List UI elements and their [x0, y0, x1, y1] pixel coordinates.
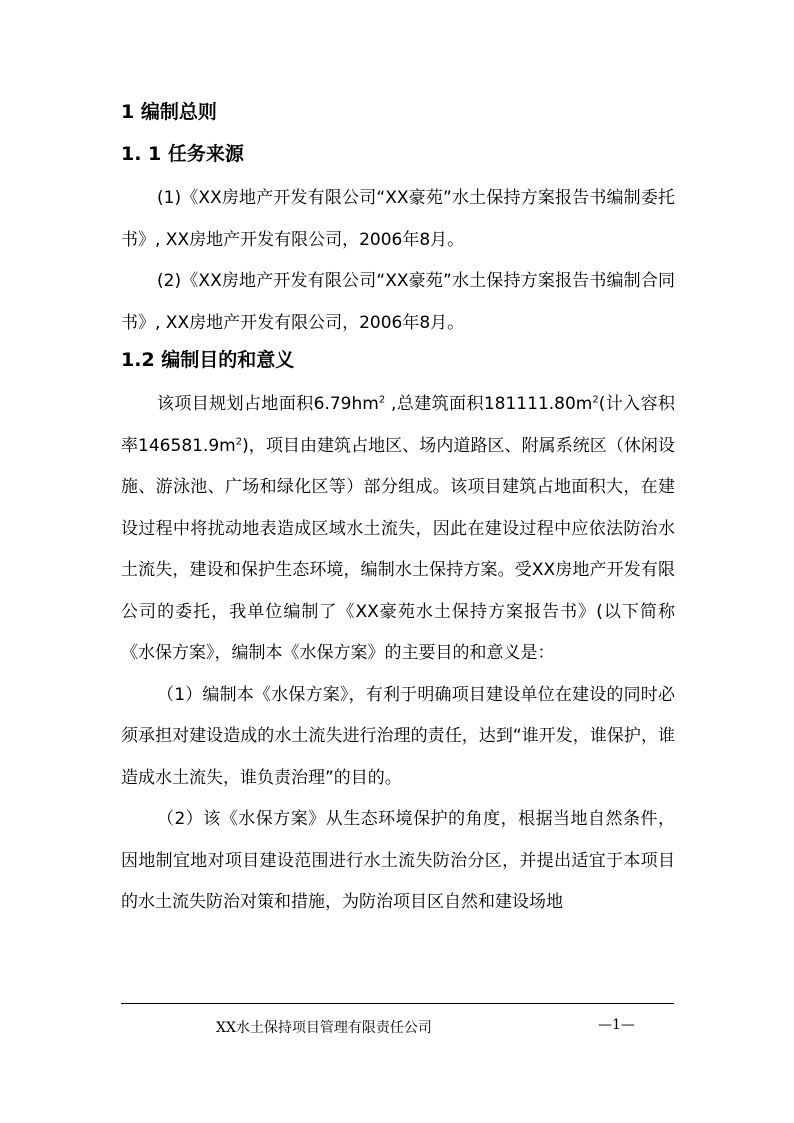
- footer-company-name: XX水土保持项目管理有限责任公司: [216, 1020, 432, 1036]
- intro-text-1: 该项目规划占地面积6.79hm: [157, 394, 379, 414]
- page-footer: [0, 1017, 794, 1039]
- page-body: [121, 100, 675, 924]
- superscript-2: 2: [378, 394, 386, 406]
- intro-text-4: )，项目由建筑占地区、场内道路区、附属系统区（休闲设施、游泳池、广场和绿化区等）部分组成。该项目建筑占地面积大，在建设过程中将扰动地表造成区域水土流失，因此在建设过程中应依法防治水土流失，建设和保护生态环境，编制水土保持方案。受XX房地产开发有限公司的委托，我单位编制了《XX豪苑水土保持方案报告书》(以下简称《水保方案》，编制本《水保方案》的主要目的和意义是：: [121, 435, 675, 663]
- section-heading-task-source: 1. 1 任务来源: [121, 143, 244, 165]
- page-number: —1—: [598, 1017, 635, 1033]
- task-source-item-2: (2)《XX房地产开发有限公司“XX豪苑”水土保持方案报告书编制合同书》, XX房地产开发有限公司，2006年8月。: [121, 271, 675, 333]
- purpose-point-1: （1）编制本《水保方案》，有利于明确项目建设单位在建设的同时必须承担对建设造成的水土流失进行治理的责任，达到“谁开发，谁保护，谁造成水土流失，谁负责治理”的目的。: [121, 684, 675, 788]
- superscript-2: 2: [592, 394, 599, 406]
- chapter-heading: 1 编制总则: [121, 101, 217, 123]
- footer-divider: [121, 1003, 674, 1004]
- section-heading-purpose: 1.2 编制目的和意义: [121, 349, 295, 371]
- purpose-point-2: （2）该《水保方案》从生态环境保护的角度，根据当地自然条件，因地制宜地对项目建设范围进行水土流失防治分区，并提出适宜于本项目的水土流失防治对策和措施，为防治项目区自然和建设场地: [121, 809, 675, 912]
- task-source-item-1: (1)《XX房地产开发有限公司“XX豪苑”水土保持方案报告书编制委托书》, XX房地产开发有限公司，2006年8月。: [121, 188, 675, 250]
- superscript-2: 2: [235, 435, 243, 447]
- intro-text-2: ,总建筑面积181111.80m: [385, 394, 593, 414]
- intro-text-3: (计入容积率146581.9m: [121, 394, 675, 456]
- purpose-intro-paragraph: [121, 384, 675, 675]
